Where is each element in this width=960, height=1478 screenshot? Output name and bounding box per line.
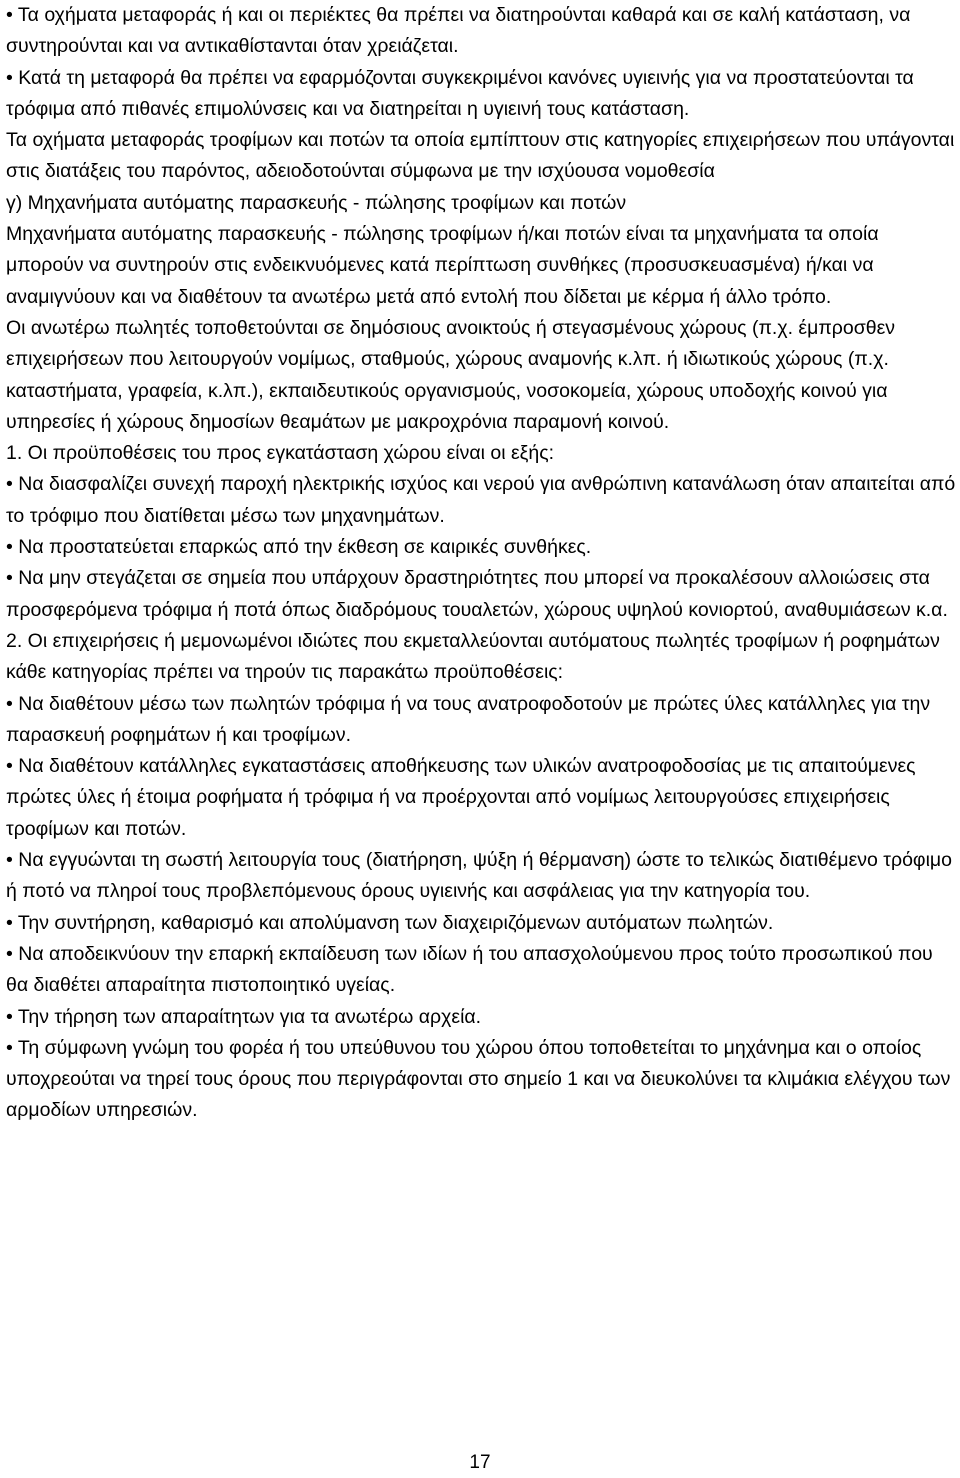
section-heading-vending-machines: γ) Μηχανήματα αυτόματης παρασκευής - πώλησης τροφίμων και ποτών (6, 191, 627, 214)
bullet-location-restrictions: • Να μην στεγάζεται σε σημεία που υπάρχουν δραστηριότητες που μπορεί να προκαλέσουν αλλοιώσεις στα προσφερόμενα τρόφιμα ή ποτά όπως διαδρόμους τουαλετών, χώρους υψηλού κονιορτού, αναθυμιάσεων κ.α. (6, 567, 948, 621)
bullet-weather-protection: • Να προστατεύεται επαρκώς από την έκθεση σε καιρικές συνθήκες. (6, 536, 592, 559)
paragraph-vending-definition: Μηχανήματα αυτόματης παρασκευής - πώλησης τροφίμων ή/και ποτών είναι τα μηχανήματα τα οποία μπορούν να συντηρούν στις ενδεικνυόμενες κατά περίπτωση συνθήκες (προσυσκευασμένα) ή/και να αναμιγνύουν και να διαθέτουν τα ανωτέρω μετά από εντολή που δίδεται με κέρμα ή άλλο τρόπο. (6, 223, 879, 308)
bullet-records: • Την τήρηση των απαραίτητων για τα ανωτέρω αρχεία. (6, 1005, 482, 1028)
bullet-storage-facilities: • Να διαθέτουν κατάλληλες εγκαταστάσεις αποθήκευσης των υλικών ανατροφοδοσίας με τις απαιτούμενες πρώτες ύλες ή έτοιμα ροφήματα ή τρόφιμα ή να προέρχονται από νομίμως λειτουργούσες επιχειρήσεις τροφίμων και ποτών. (6, 755, 916, 840)
bullet-maintenance: • Την συντήρηση, καθαρισμό και απολύμανση των διαχειριζόμενων αυτόματων πωλητών. (6, 911, 774, 934)
bullet-power-water: • Να διασφαλίζει συνεχή παροχή ηλεκτρικής ισχύος και νερού για ανθρώπινη κατανάλωση όταν απαιτείται από το τρόφιμο που διατίθεται μέσω των μηχανημάτων. (6, 473, 956, 527)
document-body (6, 0, 956, 1127)
numbered-item-1: 1. Οι προϋποθέσεις του προς εγκατάσταση χώρου είναι οι εξής: (6, 442, 555, 465)
paragraph-vending-placement: Οι ανωτέρω πωλητές τοποθετούνται σε δημόσιους ανοικτούς ή στεγασμένους χώρους (π.χ. έμπροσθεν επιχειρήσεων που λειτουργούν νομίμως, σταθμούς, χώρους αναμονής κ.λπ. ή ιδιωτικούς χώρους (π.χ. καταστήματα, γραφεία, κ.λπ.), εκπαιδευτικούς οργανισμούς, νοσοκομεία, χώρους υποδοχής κοινού για υπηρεσίες ή χώρους δημοσίων θεαμάτων με μακροχρόνια παραμονή κοινού. (6, 316, 896, 433)
bullet-proper-operation: • Να εγγυώνται τη σωστή λειτουργία τους (διατήρηση, ψύξη ή θέρμανση) ώστε το τελικώς διατιθέμενο τρόφιμο ή ποτό να πληροί τους προβλεπόμενους όρους υγιεινής και ασφάλειας για την κατηγορία του. (6, 849, 952, 903)
bullet-staff-training: • Να αποδεικνύουν την επαρκή εκπαίδευση των ιδίων ή του απασχολούμενου προς τούτο προσωπικού που θα διαθέτει απαραίτητα πιστοποιητικό υγείας. (6, 942, 933, 997)
paragraph-vehicles-licensing: Τα οχήματα μεταφοράς τροφίμων και ποτών τα οποία εμπίπτουν στις κατηγορίες επιχειρήσεων που υπάγονται στις διατάξεις του παρόντος, αδειοδοτούνται σύμφωνα με την ισχύουσα νομοθεσία (6, 129, 955, 183)
numbered-item-2: 2. Οι επιχειρήσεις ή μεμονωμένοι ιδιώτες που εκμεταλλεύονται αυτόματους πωλητές τροφίμων ή ροφημάτων κάθε κατηγορίας πρέπει να τηρούν τις παρακάτω προϋποθέσεις: (6, 629, 940, 684)
bullet-transport-hygiene: • Κατά τη μεταφορά θα πρέπει να εφαρμόζονται συγκεκριμένοι κανόνες υγιεινής για να προστατεύονται τα τρόφιμα από πιθανές επιμολύνσεις και να διατηρείται η υγιεινή τους κατάσταση. (6, 66, 914, 120)
bullet-vehicles-clean: • Τα οχήματα μεταφοράς ή και οι περιέκτες θα πρέπει να διατηρούνται καθαρά και σε καλή κατάσταση, να συντηρούνται και να αντικαθίστανται όταν χρειάζεται. (6, 4, 911, 58)
bullet-supply-materials: • Να διαθέτουν μέσω των πωλητών τρόφιμα ή να τους ανατροφοδοτούν με πρώτες ύλες κατάλληλες για την παρασκευή ροφημάτων ή και τροφίμων. (6, 692, 931, 746)
bullet-owner-consent: • Τη σύμφωνη γνώμη του φορέα ή του υπεύθυνου του χώρου όπου τοποθετείται το μηχάνημα και ο οποίος υποχρεούται να τηρεί τους όρους που περιγράφονται στο σημείο 1 και να διευκολύνει τα κλιμάκια ελέγχου των αρμοδίων υπηρεσιών. (6, 1036, 951, 1122)
page-number: 17 (469, 1452, 491, 1473)
